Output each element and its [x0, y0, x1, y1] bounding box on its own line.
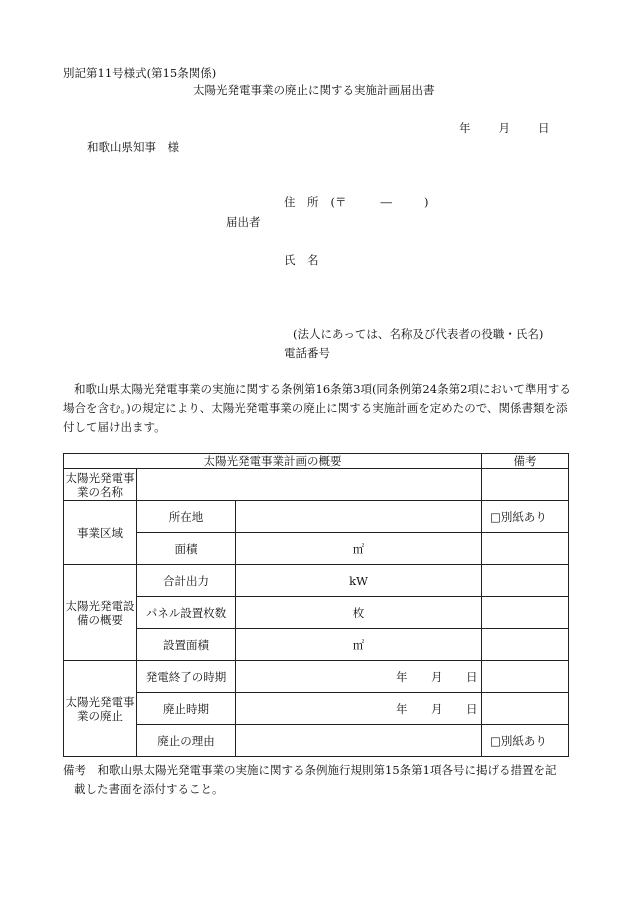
generation-end-label: 発電終了の時期 — [137, 661, 236, 693]
date-year-label: 年 — [396, 701, 408, 716]
unit-square-meters: ㎡ — [352, 541, 365, 556]
footnote-label: 備考 — [63, 763, 86, 777]
table-row — [64, 629, 569, 661]
phone-label: 電話番号 — [284, 346, 330, 360]
postal-dash: ― — [380, 195, 392, 209]
document-title: 太陽光発電事業の廃止に関する実施計画届出書 — [193, 83, 435, 97]
footnote-line2: 載した書面を添付すること。 — [74, 782, 224, 796]
postal-open: (〒 — [330, 195, 347, 209]
total-output-field[interactable] — [236, 565, 482, 597]
panel-count-label: パネル設置枚数 — [137, 597, 236, 629]
header-remarks: 備考 — [482, 454, 569, 469]
abolition-group-label: 太陽光発電事業の廃止 — [64, 661, 137, 757]
unit-panels: 枚 — [352, 605, 365, 620]
abolition-time-remarks[interactable] — [482, 693, 569, 725]
reason-label: 廃止の理由 — [137, 725, 236, 757]
date-line — [459, 121, 550, 135]
generation-end-remarks[interactable] — [482, 661, 569, 693]
abolition-time-label: 廃止時期 — [137, 693, 236, 725]
panel-count-remarks[interactable] — [482, 597, 569, 629]
header-plan-summary: 太陽光発電事業計画の概要 — [64, 454, 482, 469]
unit-kilowatt: kW — [349, 573, 368, 588]
business-name-field[interactable] — [137, 469, 482, 501]
date-month-label: 月 — [431, 669, 443, 684]
reason-separate-sheet[interactable]: □別紙あり — [482, 725, 569, 757]
total-output-remarks[interactable] — [482, 565, 569, 597]
table-row — [64, 597, 569, 629]
table-row — [64, 693, 569, 725]
plan-summary-table — [63, 453, 569, 757]
area-remarks[interactable] — [482, 533, 569, 565]
date-day-label: 日 — [538, 121, 550, 135]
address-line — [284, 195, 429, 209]
generation-end-date-field[interactable] — [236, 661, 482, 693]
install-area-remarks[interactable] — [482, 629, 569, 661]
business-name-label: 太陽光発電事業の名称 — [65, 470, 135, 499]
area-label: 面積 — [137, 533, 236, 565]
postal-close: ) — [424, 195, 429, 209]
date-month-label: 月 — [498, 121, 510, 135]
total-output-label: 合計出力 — [137, 565, 236, 597]
install-area-label: 設置面積 — [137, 629, 236, 661]
footnote-line1: 和歌山県太陽光発電事業の実施に関する条例施行規則第15条第1項各号に掲げる措置を記 — [97, 763, 557, 777]
address-label: 住 所 — [284, 195, 319, 209]
date-month-label: 月 — [431, 701, 443, 716]
table-row — [64, 565, 569, 597]
facility-group-label: 太陽光発電設備の概要 — [64, 565, 137, 661]
location-field[interactable] — [236, 501, 482, 533]
area-group-label: 事業区域 — [64, 501, 137, 565]
table-row — [64, 661, 569, 693]
install-area-field[interactable] — [236, 629, 482, 661]
reason-field[interactable] — [236, 725, 482, 757]
table-header-row — [64, 454, 569, 469]
date-year-label: 年 — [396, 669, 408, 684]
footnote — [63, 761, 573, 799]
addressee: 和歌山県知事 様 — [87, 140, 179, 154]
applicant-role-label: 届出者 — [226, 215, 261, 229]
table-row — [64, 725, 569, 757]
name-label: 氏 名 — [284, 253, 319, 267]
business-name-remarks[interactable] — [482, 469, 569, 501]
location-label: 所在地 — [137, 501, 236, 533]
date-year-label: 年 — [459, 121, 471, 135]
body-paragraph: 和歌山県太陽光発電事業の実施に関する条例第16条第3項(同条例第24条第2項において準用する場合を含む。)の規定により、太陽光発電事業の廃止に関する実施計画を定めたので、関係書類を添付して届け出ます。 — [63, 382, 571, 434]
abolition-date-field[interactable] — [236, 693, 482, 725]
area-field[interactable] — [236, 533, 482, 565]
table-row — [64, 469, 569, 501]
form-number: 別記第11号様式(第15条関係) — [63, 66, 217, 80]
table-row — [64, 501, 569, 533]
table-row — [64, 533, 569, 565]
date-day-label: 日 — [466, 701, 478, 716]
unit-square-meters: ㎡ — [352, 637, 365, 652]
date-day-label: 日 — [466, 669, 478, 684]
location-separate-sheet[interactable]: □別紙あり — [482, 501, 569, 533]
panel-count-field[interactable] — [236, 597, 482, 629]
corporation-note: (法人にあっては、名称及び代表者の役職・氏名) — [293, 327, 544, 341]
